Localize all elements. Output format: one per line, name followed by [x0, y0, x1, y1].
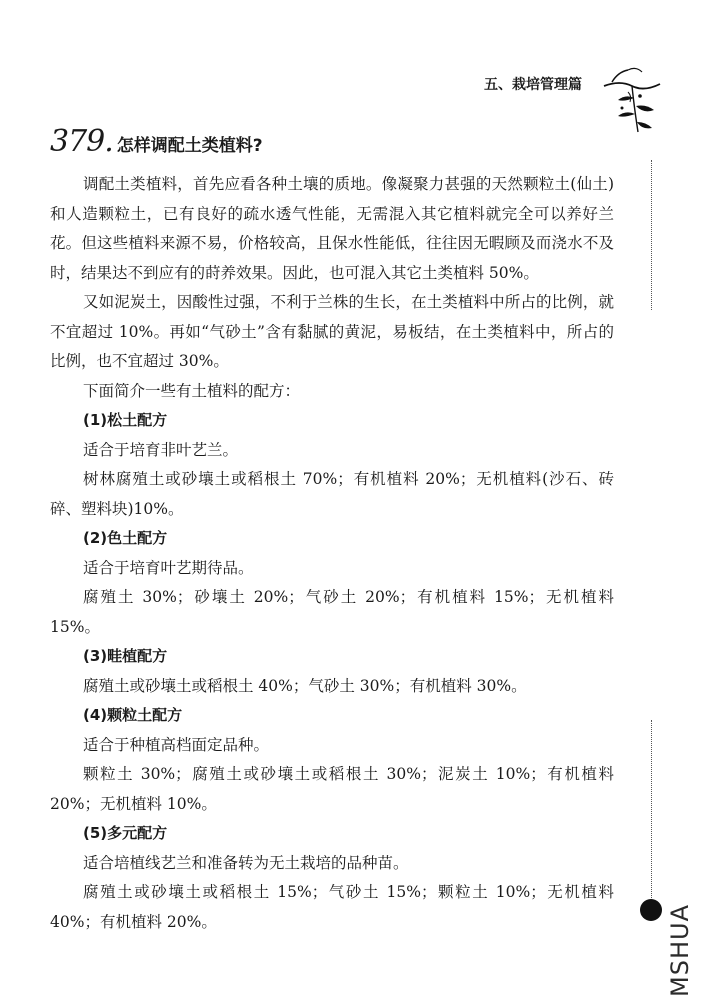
body-text [50, 170, 614, 937]
paragraph: 又如泥炭土，因酸性过强，不利于兰株的生长，在土类植料中所占的比例，就不宜超过 10%。再如“气砂土”含有黏腻的黄泥，易板结，在土类植料中，所占的比例，也不宜超过 30%。 [50, 293, 614, 370]
question-title: 怎样调配土类植料? [116, 136, 263, 156]
paragraph: 下面简介一些有土植料的配方： [83, 381, 301, 400]
recipe-heading: (1)松土配方 [83, 411, 168, 429]
recipe-line: 适合于培育非叶艺兰。 [83, 440, 239, 459]
recipe-line: 适合于种植高档面定品种。 [83, 735, 270, 754]
paragraph: 调配土类植料，首先应看各种土壤的质地。像凝聚力甚强的天然颗粒土(仙土)和人造颗粒土，已有良好的疏水透气性能，无需混入其它植料就完全可以养好兰花。但这些植料来源不易，价格较高，且保水性能低，往往因无暇顾及而浇水不及时，结果达不到应有的莳养效果。因此，也可混入其它土类植料 50%。 [50, 175, 614, 282]
question-number: 379. [50, 124, 113, 159]
margin-dotted-rule-top [651, 160, 652, 310]
question-heading [50, 124, 263, 159]
page-marker-dot [640, 899, 662, 921]
orchid-flower-icon [598, 62, 662, 142]
recipe-heading: (2)色土配方 [83, 529, 168, 547]
recipe-line: 适合于培育叶艺期待品。 [83, 558, 254, 577]
recipe-line: 腐殖土 30%；砂壤土 20%；气砂土 20%；有机植料 15%；无机植料 15%。 [50, 588, 614, 636]
recipe-line: 适合培植线艺兰和准备转为无土栽培的品种苗。 [83, 853, 409, 872]
recipe-line: 颗粒土 30%；腐殖土或砂壤土或稻根土 30%；泥炭土 10%；有机植料 20%；无机植料 10%。 [50, 765, 614, 813]
watermark: MSHUA [666, 904, 694, 997]
running-header: 五、栽培管理篇 [484, 77, 582, 93]
recipe-heading: (5)多元配方 [83, 824, 168, 842]
margin-dotted-rule-bottom [651, 720, 652, 900]
recipe-line: 树林腐殖土或砂壤土或稻根土 70%；有机植料 20%；无机植料(沙石、砖碎、塑料块)10%。 [50, 470, 614, 518]
recipe-line: 腐殖土或砂壤土或稻根土 40%；气砂土 30%；有机植料 30%。 [83, 676, 527, 695]
recipe-line: 腐殖土或砂壤土或稻根土 15%；气砂土 15%；颗粒土 10%；无机植料 40%；有机植料 20%。 [50, 883, 614, 931]
recipe-heading: (3)畦植配方 [83, 647, 168, 665]
recipe-heading: (4)颗粒土配方 [83, 706, 183, 724]
